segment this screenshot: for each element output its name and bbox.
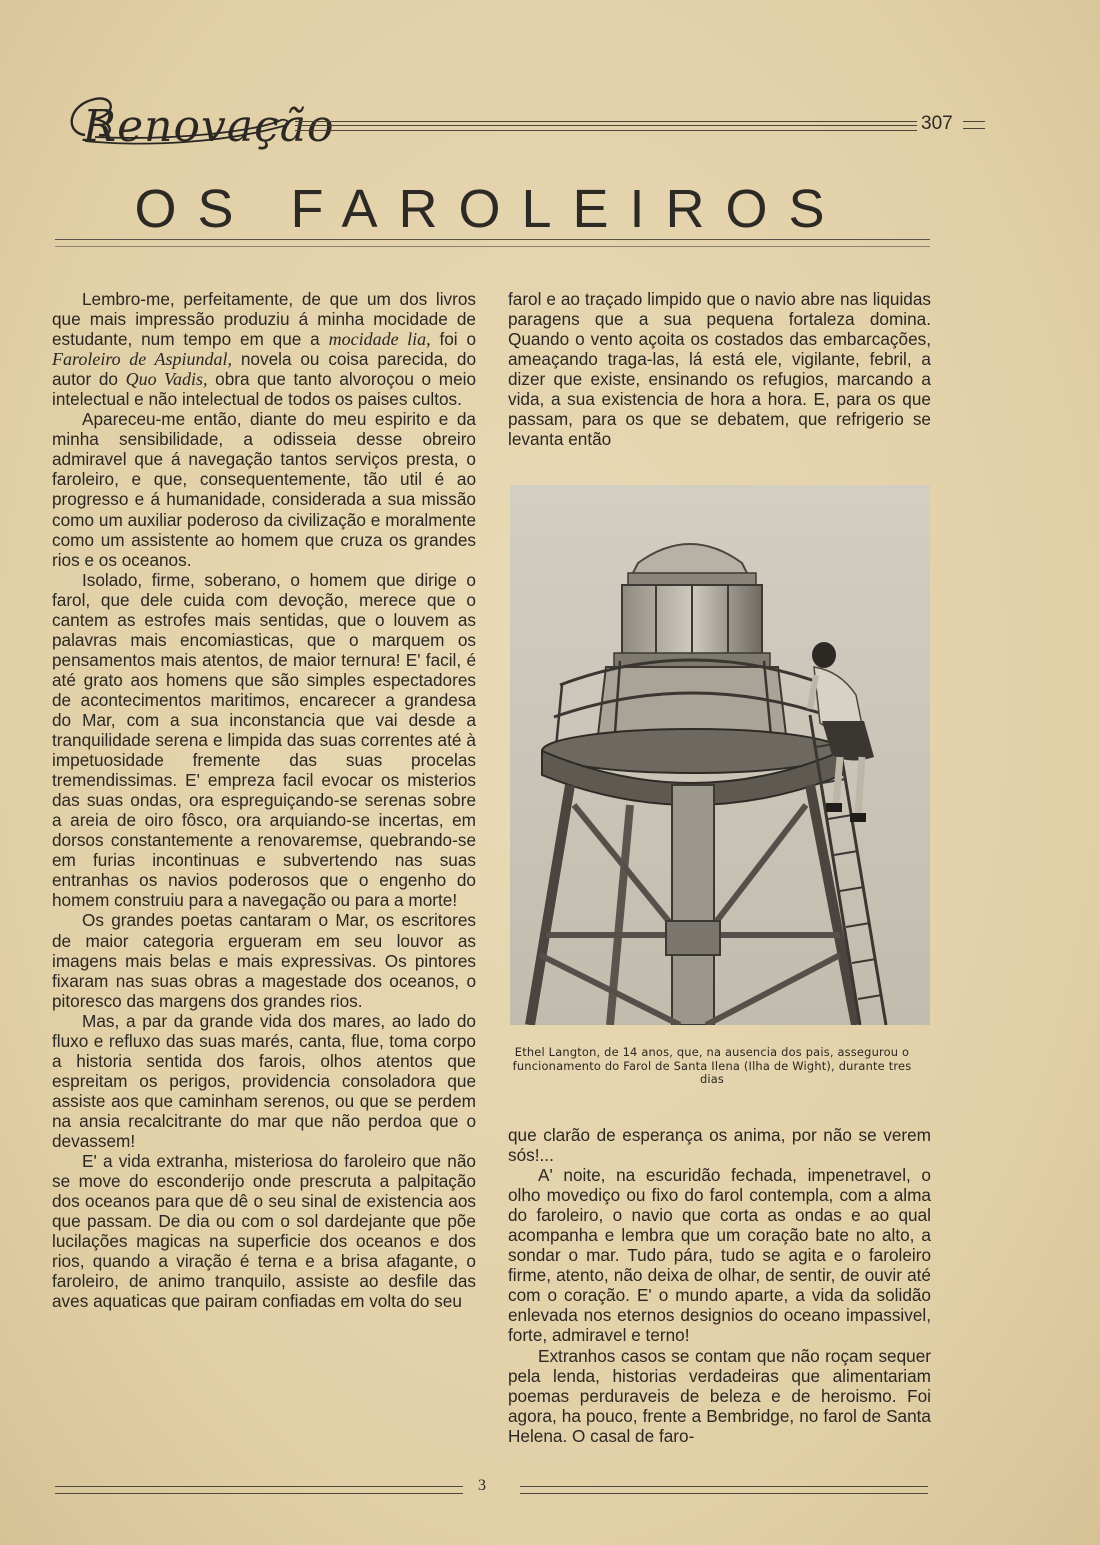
paragraph-1-text-a: Lembro-me, perfeitamente, de que um dos livros que mais impressão produziu á minha mocidade de estudante, num tempo em que a [52, 289, 476, 350]
logo-text: Renovação [83, 101, 335, 152]
lighthouse-photo [510, 485, 930, 1025]
paragraph-continued: farol e ao traçado limpido que o navio abre nas liquidas paragens que a sua pequena fortaleza domina. Quando o vento açoita os costados das embarcações, ameaçando traga-las, lá está ele, vigilante, febril, a dizer que existe, ensinando os refugios, marcando a vida, a sua existencia de hora a hora. E, para os que passam, para os que se debatem, que refrigerio se levanta então [508, 289, 931, 450]
paragraph-9: Extranhos casos se contam que não roçam sequer pela lenda, historias verdadeiras que alimentariam poemas perduraveis de beleza e de heroismo. Foi agora, ha pouco, frente a Bembridge, no farol de Santa Helena. O casal de faro- [508, 1345, 931, 1446]
paragraph-5: Mas, a par da grande vida dos mares, ao lado do fluxo e refluxo das suas marés, canta, flue, toma corpo a historia sentida dos farois, olhos atentos que espreitam os perigos, providencia consoladora que assiste aos que caminham serenos, ou que se perdem na ansia recalcitrante do mar que não perdoa que o devassem! [52, 1010, 476, 1151]
right-column-top [508, 289, 931, 449]
italic-quo-vadis: Quo Vadis, [125, 369, 208, 390]
paragraph-1-text-c: novela ou coisa parecida, do autor do [52, 349, 477, 390]
paragraph-4: Os grandes poetas cantaram o Mar, os escritores de maior categoria ergueram em seu louvor as imagens mais belas e mais expressivas. Os pintores fixaram nas suas obras a magestade dos oceanos, o pitoresco das margens dos grandes rios. [52, 910, 476, 1011]
masthead [55, 85, 953, 155]
italic-faroleiro-title: Faroleiro de Aspiundal, [52, 349, 232, 370]
article-title: OS FAROLEIROS [134, 179, 846, 239]
paragraph-1-text-d: obra que tanto alvoroçou o meio intelectual e não intelectual de todos os paises cultos. [52, 369, 477, 410]
paragraph-6: E' a vida extranha, misteriosa do faroleiro que não se move do esconderijo onde prescruta a palpitação dos oceanos para que dê o seu sinal de existencia aos que passam. De dia ou com o sol dardejante que põe lucilações magicas na superficie dos oceanos e dos rios, quando a viração é terna e a brisa afagante, o faroleiro, de animo tranquilo, assiste ao desfile das aves aquaticas que pairam confiadas em volta do seu [52, 1151, 476, 1312]
paragraph-1-text-b: foi o [430, 329, 477, 350]
page-number-rule [963, 121, 985, 129]
italic-mocidade-lia: mocidade lia, [328, 329, 431, 350]
paragraph-8: A' noite, na escuridão fechada, impenetravel, o olho movediço ou fixo do farol contempla, com a alma do faroleiro, o navio que corta as ondas e ao qual acompanha e lembra que um coração bate no alto, a sondar o mar. Tudo pára, tudo se agita e o faroleiro firme, atento, não deixa de olhar, de sentir, de ouvir até com o coração. E' o mundo aparte, a vida da solidão enlevada nos eternos designios do oceano impassivel, forte, admiravel e terno! [508, 1165, 931, 1346]
footer-rule-left [55, 1486, 463, 1494]
page-number: 307 [921, 113, 953, 134]
paragraph-7: que clarão de esperança os anima, por não se verem sós!... [508, 1125, 931, 1166]
footer-rule-right [520, 1486, 928, 1494]
masthead-rule [295, 121, 917, 131]
magazine-logo [55, 85, 335, 152]
lighthouse-lantern-photo-icon [510, 485, 930, 1025]
folio-number: 3 [478, 1477, 486, 1494]
right-column-bottom [508, 1125, 931, 1446]
left-column [52, 289, 476, 1311]
title-rule [55, 239, 930, 247]
photo-caption: Ethel Langton, de 14 anos, que, na ausencia dos pais, assegurou o funcionamento do Farol de Santa Ilena (Ilha de Wight), durante tres dias [512, 1045, 912, 1086]
paragraph-3: Isolado, firme, soberano, o homem que dirige o farol, que dele cuida com devoção, merece que o cantem as estrofes mais sentidas, que o louvem as palavras mais encomiasticas, que o marquem os pensamentos mais atentos, de maior ternura! E' facil, é até grato aos homens que são simples espectadores de acontecimentos maritimos, encarecer a grandesa do Mar, com a sua inconstancia que vai desde a tranquilidade serena e limpida das suas correntes até à impetuosidade fremente das suas procelas tremendissimas. E' empreza facil evocar os misterios das suas ondas, ora espreguiçando-se serenas sobre a areia de oiro fôsco, ora arquiando-se incertas, em dorsos constantemente a renovaremse, quebrando-se em furias incontinuas e subvertendo nas suas entranhas os navios poderosos que o engenho do homem construiu para a navegação ou para a morte! [52, 569, 476, 911]
paragraph-1 [52, 289, 476, 409]
paragraph-2: Apareceu-me então, diante do meu espirito e da minha sensibilidade, a odisseia desse obreiro admiravel que á navegação tantos serviços presta, o faroleiro, e que, consequentemente, tão util é ao progresso e á humanidade, considerada a sua missão como um auxiliar poderoso da civilização e moralmente como um assistente ao homem que cruza os grandes rios e os oceanos. [52, 409, 476, 570]
